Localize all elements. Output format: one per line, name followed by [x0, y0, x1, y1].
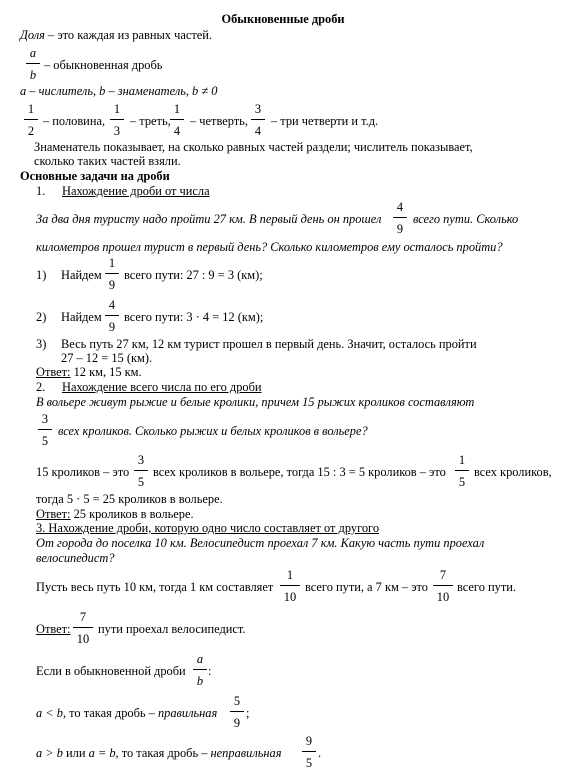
task1-step1-number: 1) [36, 268, 47, 282]
task1-step2-fraction: 4 9 [105, 298, 119, 334]
page-title: Обыкновенные дроби [221, 12, 345, 26]
task2-solution-fraction-1: 3 5 [134, 453, 148, 489]
task1-number: 1. [36, 184, 46, 198]
task2-problem-b: всех кроликов. Сколько рыжих и белых кроликов в вольере? [58, 424, 368, 438]
improper-line: a > b или a = b, то такая дробь – неправильная [36, 746, 282, 760]
proper-colon: : [208, 664, 212, 678]
task2-fraction: 3 5 [38, 412, 52, 448]
explain-line-2: сколько таких частей взяли. [34, 154, 181, 168]
task3-solution-fraction-1: 1 10 [280, 568, 300, 604]
task1-step3-b: 27 – 12 = 15 (км). [61, 351, 153, 365]
proper-fraction-a-b: a b [193, 652, 207, 688]
task2-solution-d: тогда 5 · 5 = 25 кроликов в вольере. [36, 492, 223, 506]
task3-solution-a: Пусть весь путь 10 км, тогда 1 км составляет [36, 580, 274, 594]
task3-answer-text: пути проехал велосипедист. [98, 622, 246, 636]
task1-problem-b: всего пути. Сколько [413, 212, 519, 226]
definition-line [20, 28, 212, 42]
task2-solution-b: всех кроликов в вольере, тогда 15 : 3 = 5 кроликов – это [153, 465, 446, 479]
task1-fraction: 4 9 [393, 200, 407, 236]
definition-text: – это каждая из равных частей. [44, 28, 212, 42]
fraction-one-quarter: 1 4 [170, 102, 184, 138]
fraction-definition: – обыкновенная дробь [44, 58, 163, 72]
task2-solution-c: всех кроликов, [474, 465, 552, 479]
proper-example-fraction: 5 9 [230, 694, 244, 730]
task1-step1-pre: Найдем [61, 268, 102, 282]
task2-answer: Ответ: 25 кроликов в вольере. [36, 507, 194, 521]
task3-problem-a: От города до поселка 10 км. Велосипедист проехал 7 км. Какую часть пути проехал [36, 536, 485, 550]
task2-number: 2. [36, 380, 46, 394]
task2-solution-a: 15 кроликов – это [36, 465, 130, 479]
fraction-a-b: a b [26, 46, 40, 82]
task2-title: Нахождение всего числа по его дроби [62, 380, 262, 394]
label-quarter: – четверть, [190, 114, 248, 128]
task1-step1-fraction: 1 9 [105, 256, 119, 292]
label-third: – треть, [130, 114, 171, 128]
task1-step3-a: Весь путь 27 км, 12 км турист прошел в первый день. Значит, осталось пройти [61, 337, 477, 351]
fraction-one-third: 1 3 [110, 102, 124, 138]
proper-line-1-end: ; [246, 706, 250, 720]
task3-title: 3. Нахождение дроби, которую одно число составляет от другого [36, 521, 380, 535]
improper-line-end: . [318, 746, 322, 760]
task3-problem-b: велосипедист? [36, 551, 115, 565]
fraction-three-quarters: 3 4 [251, 102, 265, 138]
label-half: – половина, [43, 114, 106, 128]
task3-solution-b: всего пути, а 7 км – это [305, 580, 428, 594]
task2-problem-a: В вольере живут рыжие и белые кролики, причем 15 рыжих кроликов составляют [36, 395, 475, 409]
task2-solution-fraction-2: 1 5 [455, 453, 469, 489]
task1-title: Нахождение дроби от числа [62, 184, 210, 198]
task1-problem-a: За два дня туристу надо пройти 27 км. В первый день он прошел [36, 212, 382, 226]
proper-intro: Если в обыкновенной дроби [36, 664, 186, 678]
task1-step2-post: всего пути: 3 · 4 = 12 (км); [124, 310, 264, 324]
task3-answer-fraction: 7 10 [73, 610, 93, 646]
task1-answer: Ответ: 12 км, 15 км. [36, 365, 142, 379]
task1-step2-number: 2) [36, 310, 47, 324]
task1-problem-c: километров прошел турист в первый день? Сколько километров ему осталось пройти? [36, 240, 503, 254]
fraction-one-half: 1 2 [24, 102, 38, 138]
improper-example-fraction: 9 5 [302, 734, 316, 770]
task3-solution-c: всего пути. [457, 580, 516, 594]
label-three-quarters: – три четверти и т.д. [271, 114, 379, 128]
variables-line: a – числитель, b – знаменатель, b ≠ 0 [20, 84, 218, 98]
explain-line-1: Знаменатель показывает, на сколько равных частей раздели; числитель показывает, [34, 140, 473, 154]
proper-line-1: a < b, то такая дробь – правильная [36, 706, 218, 720]
task3-answer-label: Ответ: [36, 622, 71, 636]
task3-solution-fraction-2: 7 10 [433, 568, 453, 604]
task1-step1-post: всего пути: 27 : 9 = 3 (км); [124, 268, 263, 282]
main-heading: Основные задачи на дроби [20, 169, 170, 183]
task1-step3-number: 3) [36, 337, 47, 351]
definition-term: Доля [20, 28, 45, 42]
task1-step2-pre: Найдем [61, 310, 102, 324]
